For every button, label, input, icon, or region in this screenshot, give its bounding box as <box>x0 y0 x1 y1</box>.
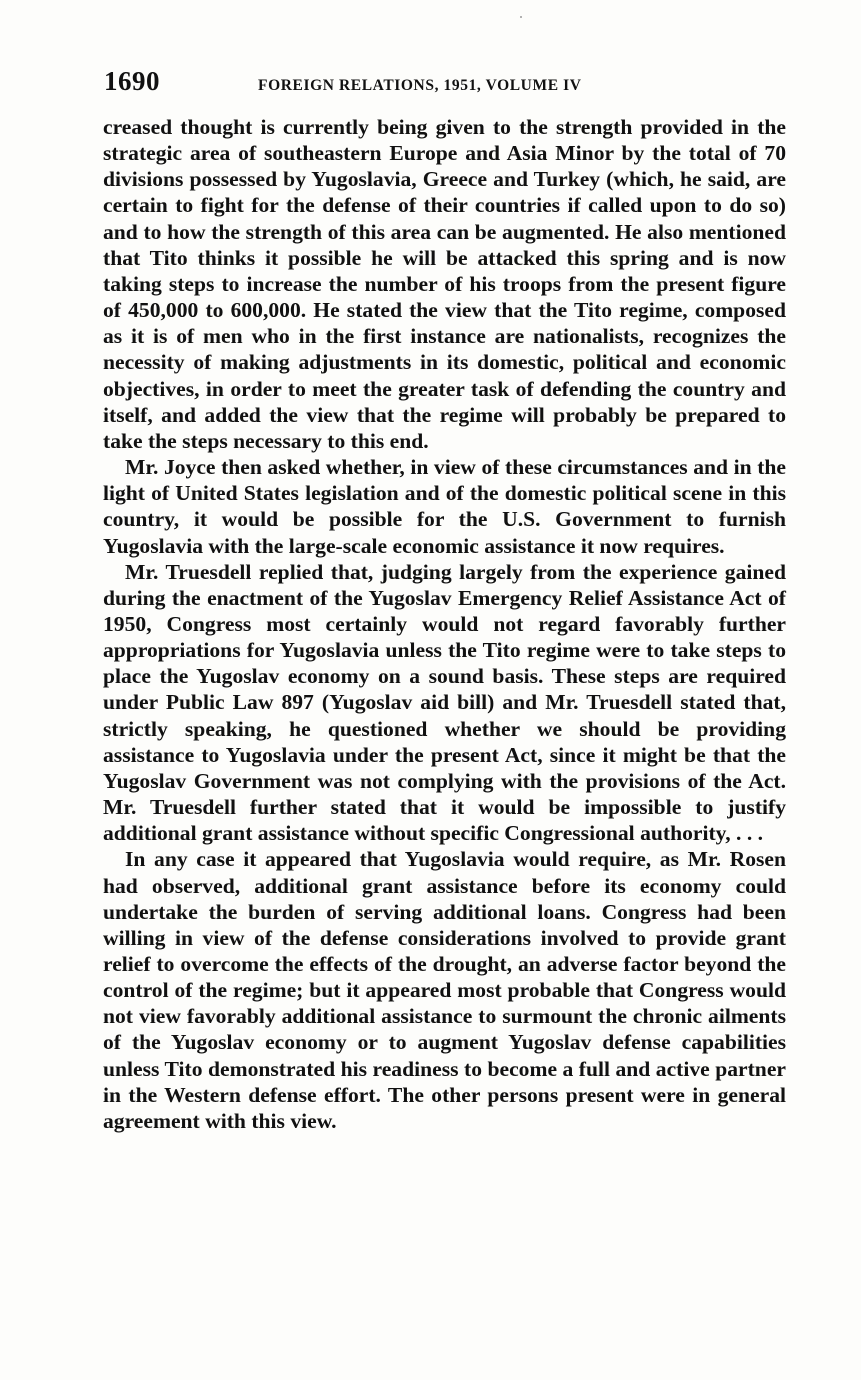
paragraph-continued: creased thought is currently being given to the strength provided in the strategic area of southeastern Europe and Asia Minor by the total of 70 divisions possessed by Yugoslavia, Greece and Turkey (which, he said, are certain to fight for the defense of their countries if called upon to do so) and to how the strength of this area can be augmented. He also mentioned that Tito thinks it possible he will be attacked this spring and is now taking steps to increase the number of his troops from the present figure of 450,000 to 600,000. He stated the view that the Tito regime, composed as it is of men who in the first instance are nationalists, recognizes the necessity of making adjustments in its domestic, political and economic objectives, in order to meet the greater task of defending the country and itself, and added the view that the regime will probably be prepared to take the steps necessary to this end. <box>103 115 786 453</box>
page-number: 1690 <box>104 66 160 96</box>
running-head: FOREIGN RELATIONS, 1951, VOLUME IV <box>258 77 582 94</box>
scan-speck <box>520 16 522 18</box>
paragraph-joyce-question: Mr. Joyce then asked whether, in view of these circumstances and in the light of United States legislation and of the domestic political scene in this country, it would be possible for the U.S. Government to furnish Yugoslavia with the large-scale economic assistance it now requires. <box>103 455 786 558</box>
body-text <box>103 114 786 1134</box>
paragraph-truesdell-reply: Mr. Truesdell replied that, judging largely from the experience gained during the enactment of the Yugoslav Emergency Relief Assistance Act of 1950, Congress most certainly would not regard favorably further appropriations for Yugoslavia unless the Tito regime were to take steps to place the Yugoslav economy on a sound basis. These steps are required under Public Law 897 (Yugoslav aid bill) and Mr. Truesdell stated that, strictly speaking, he questioned whether we should be providing assistance to Yugoslavia under the present Act, since it might be that the Yugoslav Government was not complying with the provisions of the Act. Mr. Truesdell further stated that it would be impossible to justify additional grant assistance without specific Congressional authority, . . . <box>103 559 786 846</box>
page-header <box>104 66 804 106</box>
paragraph-conclusion: In any case it appeared that Yugoslavia would require, as Mr. Rosen had observed, additional grant assistance before its economy could undertake the burden of serving additional loans. Congress had been willing in view of the defense considerations involved to provide grant relief to overcome the effects of the drought, an adverse factor beyond the control of the regime; but it appeared most probable that Congress would not view favorably additional assistance to surmount the chronic ailments of the Yugoslav economy or to augment Yugoslav defense capabilities unless Tito demonstrated his readiness to become a full and active partner in the Western defense effort. The other persons present were in general agreement with this view. <box>103 847 786 1133</box>
